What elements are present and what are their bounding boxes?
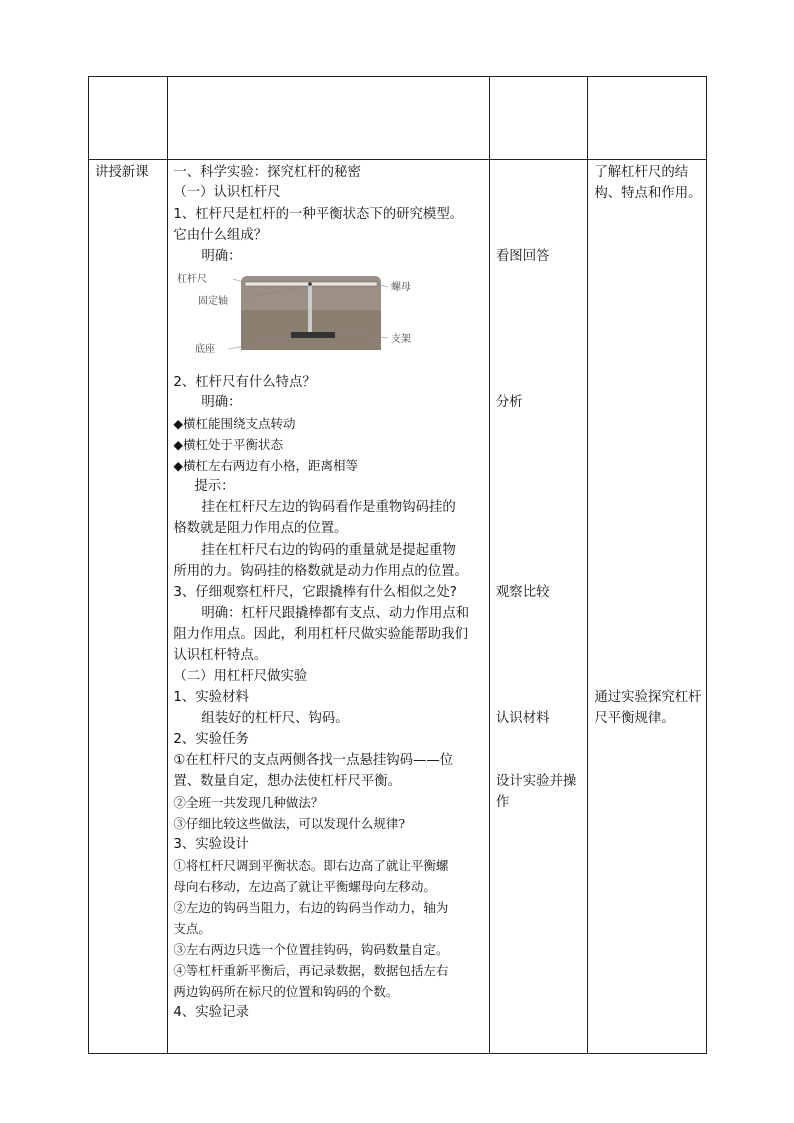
content-line: 所用的力。钩码挂的格数就是动力作用点的位置。: [173, 564, 468, 579]
top-cell-goal: [588, 77, 707, 160]
content-cell: [168, 160, 490, 1054]
content-line: ③左右两边只选一个位置挂钩码，钩码数量自定。: [173, 942, 449, 957]
content-line: 提示：: [194, 479, 235, 494]
content-line: 支点。: [173, 921, 211, 936]
feature-item: ◆横杠处于平衡状态: [173, 437, 283, 452]
content-line: 1、杠杆尺是杠杆的一种平衡状态下的研究模型。: [173, 207, 464, 222]
content-line: 明确：杠杆尺跟撬棒都有支点、动力作用点和: [201, 606, 470, 621]
top-cell-activity: [489, 77, 587, 160]
goal-cell: [588, 160, 707, 1054]
content-line: ①将杠杆尺调到平衡状态。即右边高了就让平衡螺: [173, 858, 449, 873]
content-line: 阻力作用点。因此，利用杠杆尺做实验能帮助我们: [173, 627, 468, 642]
subsection-heading: （二）用杠杆尺做实验: [173, 669, 308, 684]
content-line: 3、实验设计: [173, 837, 249, 852]
content-line: 挂在杠杆尺左边的钩码看作是重物钩码挂的: [201, 500, 456, 515]
subsection-heading: （一）认识杠杆尺: [173, 185, 281, 200]
diagram-label-stand: 支架: [391, 334, 412, 345]
activity-item: 认识材料: [495, 711, 550, 726]
table-row-top: [89, 77, 707, 160]
content-line: 2、杠杆尺有什么特点？: [173, 375, 316, 390]
top-cell-content: [168, 77, 490, 160]
diagram-label-axis: 固定轴: [198, 296, 229, 307]
content-line: 组装好的杠杆尺、钩码。: [201, 711, 349, 726]
content-line: ②全班一共发现几种做法？: [173, 795, 324, 810]
content-line: 两边钩码所在标尺的位置和钩码的个数。: [173, 984, 399, 999]
content-line: ③仔细比较这些做法，可以发现什么规律?: [173, 816, 406, 831]
content-line: 母向右移动，左边高了就让平衡螺母向左移动。: [173, 879, 436, 894]
lesson-plan-table: [88, 76, 707, 1054]
lever-ruler-diagram: [173, 272, 413, 356]
content-line: 2、实验任务: [173, 732, 249, 747]
goal-item: 通过实验探究杠杆尺平衡规律。: [594, 690, 702, 726]
content-line: 挂在杠杆尺右边的钩码的重量就是提起重物: [201, 543, 456, 558]
content-line: 置、数量自定，想办法使杠杆尺平衡。: [173, 774, 402, 789]
content-line: 明确：: [201, 249, 242, 264]
content-line: 明确：: [201, 395, 242, 410]
diagram-label-nut: 螺母: [391, 282, 412, 293]
lever-base-block: [291, 332, 335, 338]
top-cell-stage: [89, 77, 168, 160]
stage-cell: [89, 160, 168, 1054]
activity-item: 分析: [495, 395, 523, 410]
content-line: ④等杠杆重新平衡后，再记录数据，数据包括左右: [173, 963, 449, 978]
diagram-label-base: 底座: [195, 344, 216, 355]
section-heading: 一、科学实验：探究杠杆的秘密: [173, 165, 361, 180]
activity-item: 设计实验并操作: [495, 774, 577, 810]
lever-stand-post: [308, 286, 312, 334]
table-row-new-lesson: [89, 160, 707, 1054]
content-line: 认识杠杆特点。: [173, 648, 268, 663]
feature-item: ◆横杠左右两边有小格，距离相等: [173, 458, 358, 473]
activity-cell: [489, 160, 587, 1054]
content-line: 它由什么组成？: [173, 228, 268, 243]
activity-item: 观察比较: [495, 585, 550, 600]
content-line: 3、仔细观察杠杆尺，它跟撬棒有什么相似之处?: [173, 585, 457, 600]
feature-item: ◆横杠能围绕支点转动: [173, 416, 296, 431]
goal-item: 了解杠杆尺的结构、特点和作用。: [594, 165, 702, 201]
content-line: ①在杠杆尺的支点两侧各找一点悬挂钩码——位: [173, 753, 454, 768]
fixed-axis-pin: [309, 282, 313, 286]
content-line: 4、实验记录: [173, 1005, 249, 1020]
content-line: 格数就是阻力作用点的位置。: [173, 521, 348, 536]
content-line: 1、实验材料: [173, 690, 249, 705]
activity-item: 看图回答: [495, 249, 550, 264]
content-line: ②左边的钩码当阻力，右边的钩码当作动力，轴为: [173, 900, 449, 915]
stage-label: 讲授新课: [95, 165, 149, 180]
diagram-label-ruler: 杠杆尺: [177, 274, 208, 285]
